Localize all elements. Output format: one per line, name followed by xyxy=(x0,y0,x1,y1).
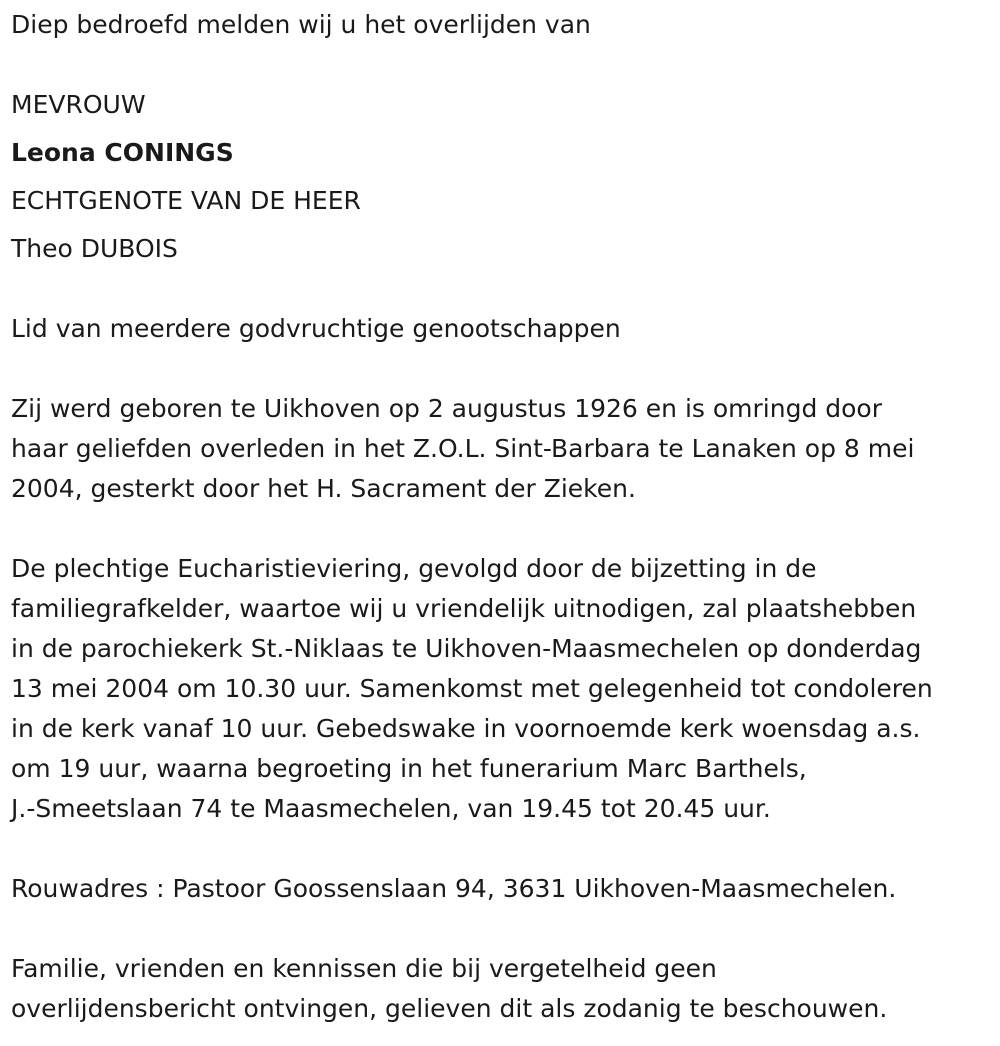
birth-death-paragraph xyxy=(11,389,996,509)
spouse-name: Theo DUBOIS xyxy=(11,234,178,263)
paragraph-line: 13 mei 2004 om 10.30 uur. Samenkomst met gelegenheid tot condoleren xyxy=(11,674,933,703)
paragraph-line: De plechtige Eucharistieviering, gevolgd door de bijzetting in de xyxy=(11,554,817,583)
honorific: MEVROUW xyxy=(11,90,146,119)
paragraph-line: in de parochiekerk St.-Niklaas te Uikhoven-Maasmechelen op donderdag xyxy=(11,634,922,663)
paragraph-line: Zij werd geboren te Uikhoven op 2 augustus 1926 en is omringd door xyxy=(11,394,883,423)
mourning-address: Rouwadres : Pastoor Goossenslaan 94, 3631 Uikhoven-Maasmechelen. xyxy=(11,874,897,903)
paragraph-line: haar geliefden overleden in het Z.O.L. Sint-Barbara te Lanaken op 8 mei xyxy=(11,434,915,463)
closing-paragraph xyxy=(11,949,996,1029)
paragraph-line: om 19 uur, waarna begroeting in het funerarium Marc Barthels, xyxy=(11,754,807,783)
deceased-name: Leona CONINGS xyxy=(11,138,234,167)
membership-line: Lid van meerdere godvruchtige genootschappen xyxy=(11,314,621,343)
spouse-label: ECHTGENOTE VAN DE HEER xyxy=(11,186,361,215)
paragraph-line: J.-Smeetslaan 74 te Maasmechelen, van 19.45 tot 20.45 uur. xyxy=(11,794,771,823)
paragraph-line: familiegrafkelder, waartoe wij u vriendelijk uitnodigen, zal plaatshebben xyxy=(11,594,917,623)
paragraph-line: 2004, gesterkt door het H. Sacrament der Zieken. xyxy=(11,474,636,503)
paragraph-line: Familie, vrienden en kennissen die bij vergetelheid geen xyxy=(11,954,717,983)
paragraph-line: overlijdensbericht ontvingen, gelieven dit als zodanig te beschouwen. xyxy=(11,994,888,1023)
ceremony-paragraph xyxy=(11,549,996,829)
intro-line: Diep bedroefd melden wij u het overlijden van xyxy=(11,10,591,39)
paragraph-line: in de kerk vanaf 10 uur. Gebedswake in voornoemde kerk woensdag a.s. xyxy=(11,714,921,743)
